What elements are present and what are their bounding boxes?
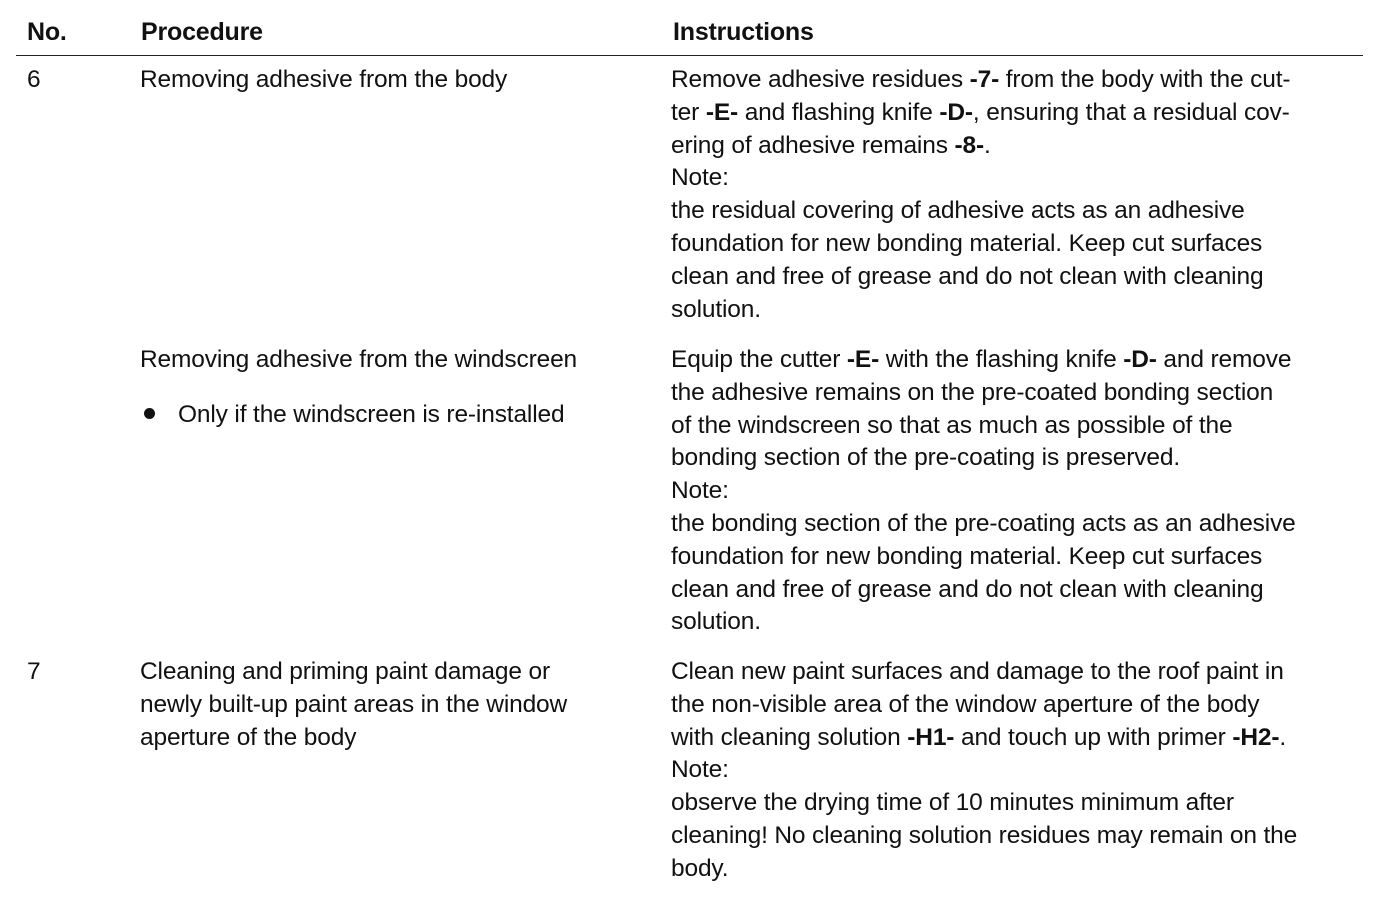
instruction-text: Note: xyxy=(671,164,729,192)
instruction-line xyxy=(671,64,1290,97)
instruction-line xyxy=(671,853,1297,886)
instruction-text: foundation for new bonding material. Keep cut surfaces xyxy=(671,542,1263,570)
row-number: 7 xyxy=(27,658,41,685)
header-no: No. xyxy=(27,18,67,46)
instruction-line xyxy=(671,541,1296,574)
procedure-text xyxy=(140,344,577,377)
part-reference: -E- xyxy=(705,98,739,126)
instructions-text xyxy=(671,344,1296,639)
header-divider xyxy=(16,55,1363,56)
instruction-text: cleaning! No cleaning solution residues may remain on the xyxy=(671,821,1298,849)
instruction-line xyxy=(671,410,1296,443)
instruction-text: Equip the cutter xyxy=(671,346,847,373)
instruction-text: body. xyxy=(671,854,729,882)
instruction-line xyxy=(671,377,1296,410)
instruction-text: foundation for new bonding material. Keep cut surfaces xyxy=(671,229,1263,257)
instruction-line xyxy=(671,344,1296,377)
part-reference: -H1- xyxy=(907,723,955,751)
instruction-text: the bonding section of the pre-coating acts as an adhesive xyxy=(671,509,1296,537)
instruction-line xyxy=(671,574,1296,607)
instruction-text: . xyxy=(983,131,991,159)
instruction-line xyxy=(671,294,1290,327)
instruction-text: and flashing knife xyxy=(738,98,940,126)
instruction-line xyxy=(671,508,1296,541)
instruction-line xyxy=(671,228,1290,261)
bullet-text: Only if the windscreen is re-installed xyxy=(178,401,565,428)
instruction-line xyxy=(671,722,1297,755)
instruction-text: solution. xyxy=(671,608,761,636)
instruction-text: observe the drying time of 10 minutes minimum after xyxy=(671,789,1234,817)
instruction-text: Remove adhesive residues xyxy=(671,66,970,93)
instruction-text: from the body with the cut- xyxy=(999,66,1291,93)
instruction-text: and remove xyxy=(1156,346,1292,373)
part-reference: -8- xyxy=(954,131,984,159)
part-reference: -7- xyxy=(969,66,1000,93)
instruction-text: the residual covering of adhesive acts as an adhesive xyxy=(671,197,1245,225)
procedure-text xyxy=(140,656,567,754)
row-number: 6 xyxy=(27,66,41,93)
header-procedure: Procedure xyxy=(141,18,263,46)
instruction-line xyxy=(671,442,1296,475)
instruction-text: , ensuring that a residual cov- xyxy=(972,98,1290,126)
instruction-text: . xyxy=(1279,723,1287,751)
instruction-text: bonding section of the pre-coating is preserved. xyxy=(671,444,1180,472)
instruction-line xyxy=(671,820,1297,853)
instruction-text: clean and free of grease and do not clean with cleaning xyxy=(671,575,1264,603)
instruction-text: of the windscreen so that as much as possible of the xyxy=(671,411,1233,439)
instruction-text: Note: xyxy=(671,477,729,505)
instruction-line xyxy=(671,606,1296,639)
instruction-line xyxy=(671,754,1297,787)
instruction-text: solution. xyxy=(671,295,761,323)
part-reference: -D- xyxy=(939,98,973,126)
part-reference: -D- xyxy=(1123,346,1157,373)
procedure-bullet xyxy=(140,399,564,432)
instruction-line xyxy=(671,261,1290,294)
instruction-line xyxy=(671,97,1290,130)
instruction-line xyxy=(671,689,1297,722)
procedure-line: newly built-up paint areas in the window xyxy=(140,690,568,718)
header-instructions: Instructions xyxy=(673,18,814,46)
instruction-text: with cleaning solution xyxy=(671,723,908,751)
instruction-line xyxy=(671,787,1297,820)
instruction-text: and touch up with primer xyxy=(954,723,1233,751)
procedure-line: aperture of the body xyxy=(140,723,357,751)
procedure-text xyxy=(140,64,507,97)
instruction-text: with the flashing knife xyxy=(879,346,1124,373)
instruction-text: clean and free of grease and do not clean with cleaning xyxy=(671,262,1264,290)
bullet-icon xyxy=(144,408,155,419)
instructions-text xyxy=(671,656,1297,886)
instructions-text xyxy=(671,64,1290,326)
instruction-text: Clean new paint surfaces and damage to the roof paint in xyxy=(671,658,1284,685)
instruction-line xyxy=(671,195,1290,228)
instruction-text: Note: xyxy=(671,756,729,784)
instruction-line xyxy=(671,162,1290,195)
part-reference: -E- xyxy=(846,346,880,373)
procedure-line: Removing adhesive from the windscreen xyxy=(140,346,578,373)
instruction-text: the non-visible area of the window aperture of the body xyxy=(671,690,1260,718)
procedure-line: Removing adhesive from the body xyxy=(140,66,508,93)
instruction-text: the adhesive remains on the pre-coated bonding section xyxy=(671,378,1274,406)
instruction-text: ter xyxy=(671,98,706,126)
instruction-line xyxy=(671,656,1297,689)
procedure-line: Cleaning and priming paint damage or xyxy=(140,658,550,685)
part-reference: -H2- xyxy=(1232,723,1280,751)
instruction-text: ering of adhesive remains xyxy=(671,131,955,159)
instruction-line xyxy=(671,130,1290,163)
instruction-line xyxy=(671,475,1296,508)
